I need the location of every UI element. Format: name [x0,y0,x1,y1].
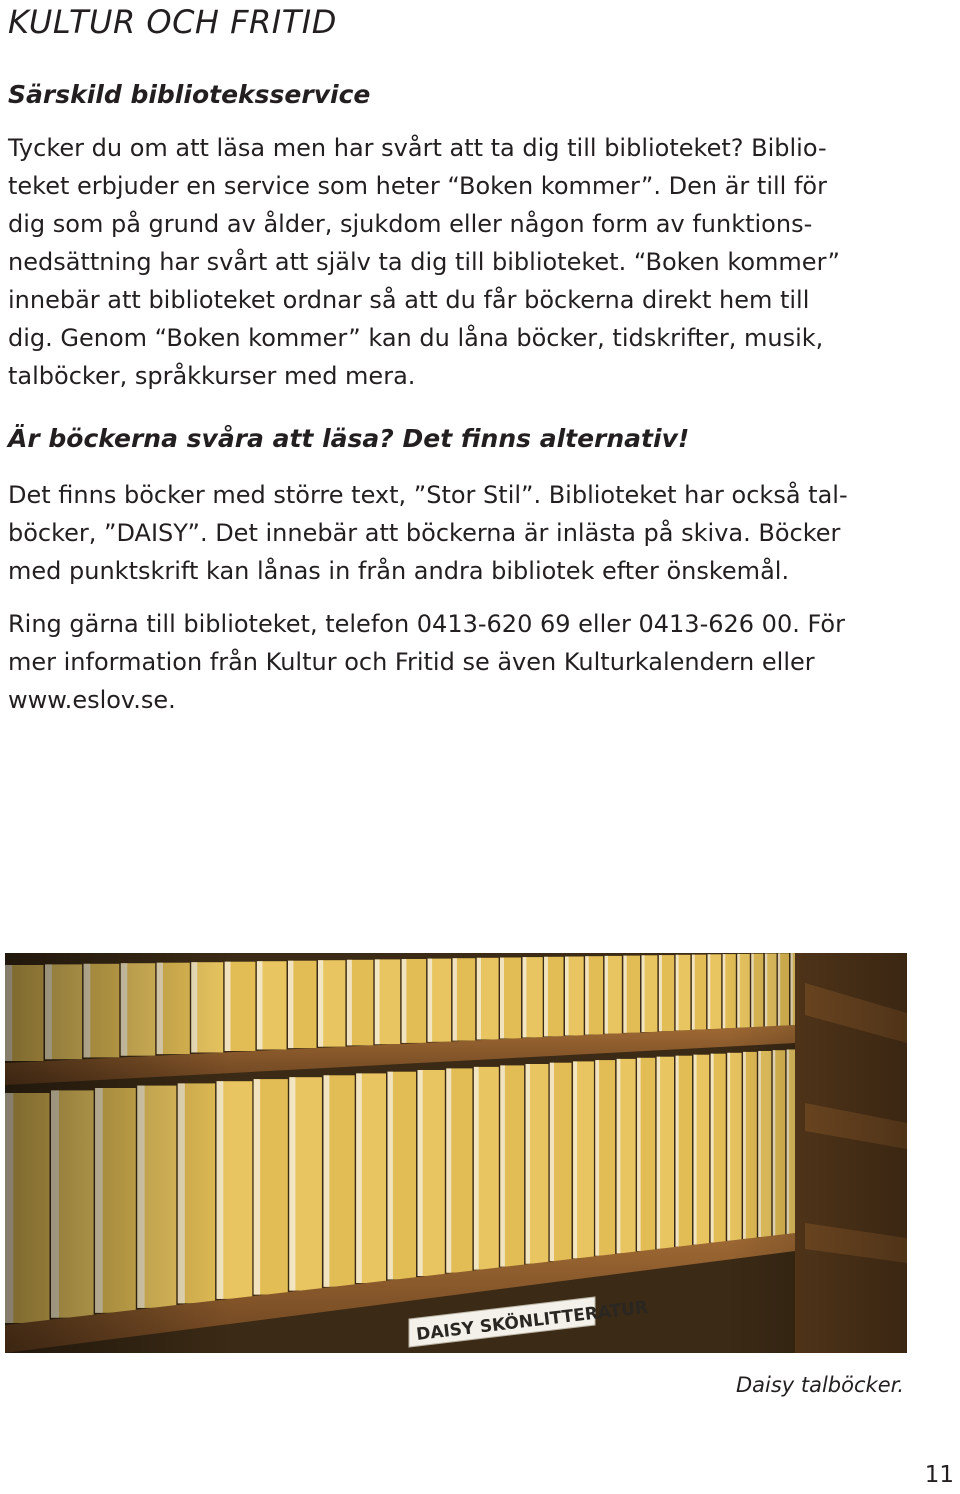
text-line: Ring gärna till biblioteket, telefon 0413-620 69 eller 0413-626 00. För [8,610,845,638]
text-line: Det finns böcker med större text, ”Stor Stil”. Biblioteket har också tal- [8,481,848,509]
subheading-alternatives: Är böckerna svåra att läsa? Det finns alternativ! [8,424,690,453]
paragraph-stor-stil-daisy [8,476,908,590]
text-line: böcker, ”DAISY”. Det innebär att böckerna är inlästa på skiva. Böcker [8,519,841,547]
section-title: KULTUR OCH FRITID [8,3,337,41]
daisy-bookshelf-photo [5,953,907,1353]
photo-vignette [5,953,907,1353]
text-line: talböcker, språkkurser med mera. [8,362,416,390]
paragraph-contact-info [8,605,908,719]
text-line: teket erbjuder en service som heter “Boken kommer”. Den är till för [8,172,827,200]
text-line: nedsättning har svårt att själv ta dig till biblioteket. “Boken kommer” [8,248,840,276]
subheading-library-service: Särskild biblioteksservice [8,80,371,109]
text-line: dig som på grund av ålder, sjukdom eller någon form av funktions- [8,210,813,238]
text-line: innebär att biblioteket ordnar så att du får böckerna direkt hem till [8,286,810,314]
text-line: mer information från Kultur och Fritid se även Kulturkalendern eller [8,648,815,676]
text-line: www.eslov.se. [8,686,176,714]
page-number: 11 [924,1462,954,1488]
text-line: dig. Genom “Boken kommer” kan du låna böcker, tidskrifter, musik, [8,324,824,352]
text-line: Tycker du om att läsa men har svårt att ta dig till biblioteket? Biblio- [8,134,827,162]
text-line: med punktskrift kan lånas in från andra bibliotek efter önskemål. [8,557,790,585]
paragraph-boken-kommer [8,129,908,395]
photo-caption: Daisy talböcker. [735,1373,904,1397]
